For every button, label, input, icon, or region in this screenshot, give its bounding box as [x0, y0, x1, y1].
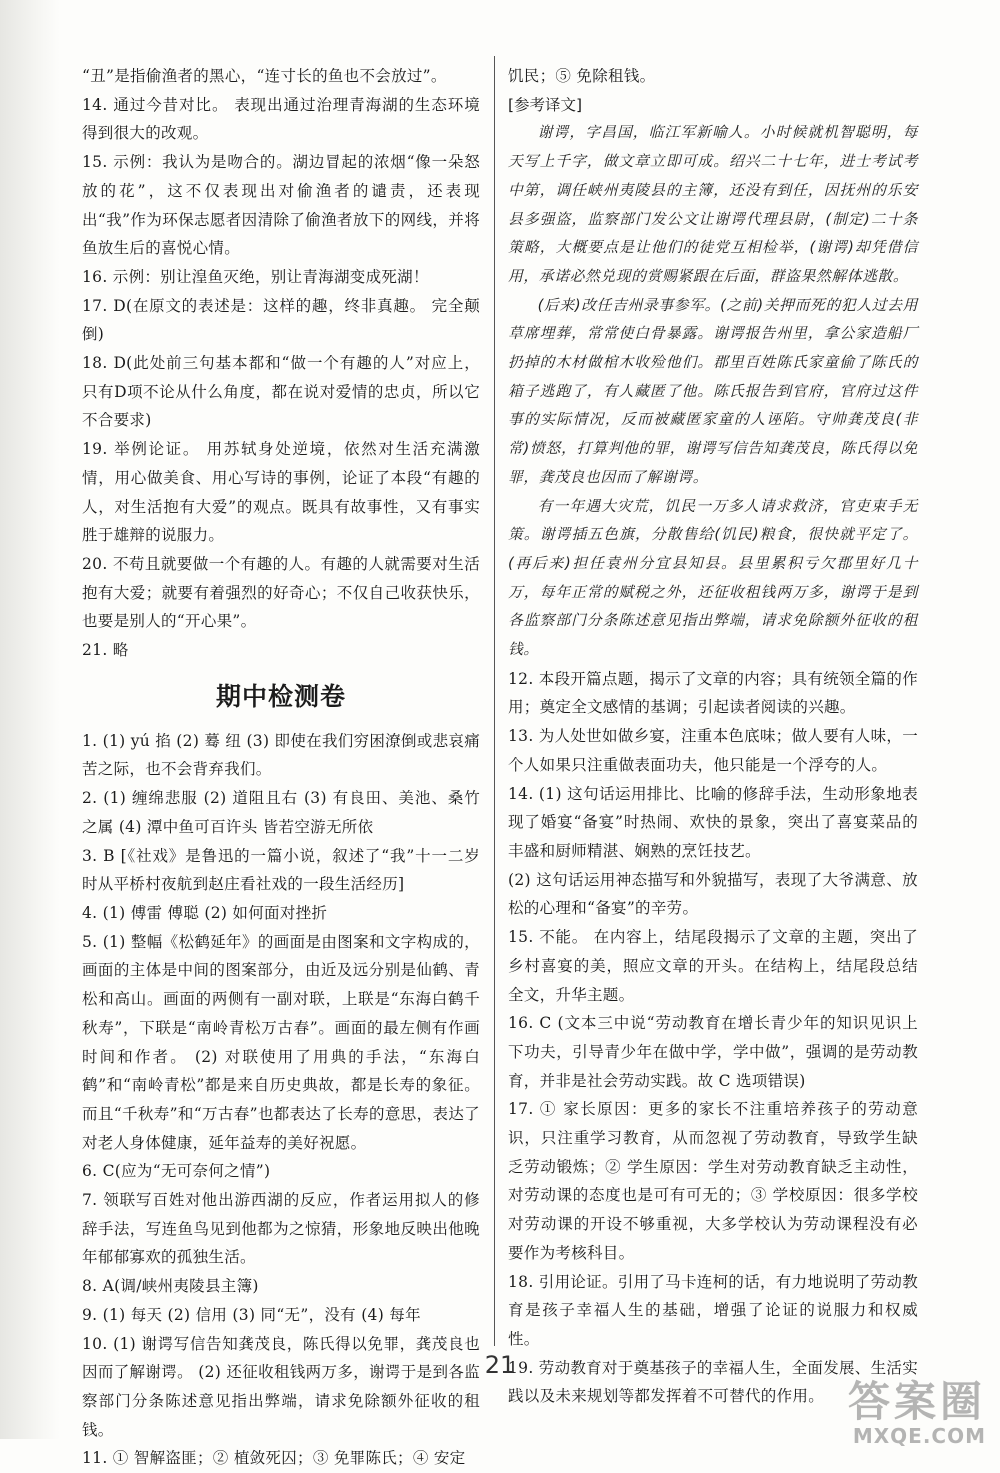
answer-item: 7. 领联写百姓对他出游西湖的反应，作者运用拟人的修辞手法，写连鱼鸟见到他都为之惊猜，形象地反映出他晚年郁郁寡欢的孤独生活。: [82, 1191, 480, 1267]
answer-item: 17. D(在原文的表述是：这样的趣，终非真趣。 完全颠倒): [82, 296, 480, 344]
answers-before-title: [82, 62, 480, 665]
watermark-site: MXQE.COM: [852, 1424, 986, 1448]
answer-item: 16. C (文本三中说“劳动教育在增长青少年的知识见识上下功夫，引导青少年在做中学，学中做”，强调的是劳动教育，并非是社会劳动实践。故 C 选项错误): [508, 1014, 918, 1090]
answer-item: 3. B [《社戏》是鲁迅的一篇小说，叙述了“我”十一二岁时从平桥村夜航到赵庄看社戏的一段生活经历]: [82, 846, 480, 894]
answer-item: 14. 通过今昔对比。 表现出通过治理青海湖的生态环境得到很大的改观。: [82, 95, 480, 143]
section-title: 期中检测卷: [215, 681, 346, 711]
answer-item: 21. 略: [82, 641, 129, 660]
reference-label: [参考译文]: [508, 95, 583, 114]
reference-translation: [508, 119, 918, 664]
answer-item: 18. D(此处前三句基本都和“做一个有趣的人”对应上，只有D项不论从什么角度，都在说对爱情的忠贞，所以它不合要求): [82, 354, 480, 430]
answer-item: 13. 为人处世如做乡宴，注重本色底味；做人要有人味，一个人如果只注重做表面功夫，他只能是一个浮夸的人。: [508, 727, 918, 774]
answer-item: 11. ① 智解盗匪；② 植敛死囚；③ 免罪陈氏；④ 安定: [82, 1449, 466, 1468]
answer-item: 6. C(应为“无可奈何之情”): [82, 1162, 271, 1181]
answer-item: “丑”是指偷渔者的黑心，“连寸长的鱼也不会放过”。: [82, 67, 447, 85]
answer-item: (2) 这句话运用神态描写和外貌描写，表现了大爷满意、放松的心理和“备宴”的辛劳。: [508, 870, 918, 918]
translation-paragraph: 谢谔，字昌国，临江军新喻人。小时候就机智聪明，每天写上千字，做文章立即可成。绍兴二十七年，进士考试考中第，调任峡州夷陵县的主簿，还没有到任，因抚州的乐安县多强盗，监察部门发公文让谢谔代理县尉，(制定)二十条策略，大概要点是让他们的徒党互相检举，(谢谔)却凭借信用，承诺必然兑现的赏赐紧跟在后面，群盗果然解体逃散。: [508, 124, 918, 285]
answer-item: 4. (1) 傅雷 傅聪 (2) 如何面对挫折: [82, 903, 328, 922]
continued-line: 饥民；⑤ 免除租钱。: [508, 67, 656, 85]
answer-item: 9. (1) 每天 (2) 信用 (3) 同“无”，没有 (4) 每年: [82, 1305, 421, 1324]
translation-paragraph: (后来)改任吉州录事参军。(之前)关押而死的犯人过去用草席埋葬，常常使白骨暴露。谢谔报告州里，拿公家造船厂扔掉的木材做棺木收殓他们。郡里百姓陈氏家童偷了陈氏的箱子逃跑了，有人藏匿了他。陈氏报告到官府，官府过这件事的实际情况，反而被藏匿家童的人诬陷。守帅龚茂良(非常)愤怒，打算判他的罪，谢谔写信告知龚茂良，陈氏得以免罪，龚茂良也因而了解谢谔。: [508, 296, 918, 486]
column-divider: [494, 56, 495, 1346]
answer-item: 19. 举例论证。 用苏轼身处逆境，依然对生活充满激情，用心做美食、用心写诗的事例，论证了本段“有趣的人，对生活抱有大爱”的观点。既具有故事性，又有事实胜于雄辩的说服力。: [82, 440, 480, 545]
left-column: [82, 62, 480, 1473]
answer-item: 8. A(调/峡州夷陵县主簿): [82, 1277, 259, 1296]
answer-item: 14. (1) 这句话运用排比、比喻的修辞手法，生动形象地表现了婚宴“备宴”时热闹、欢快的景象，突出了喜宴菜品的丰盛和厨师精湛、娴熟的烹饪技艺。: [508, 784, 918, 860]
answer-item: 18. 引用论证。引用了马卡连柯的话，有力地说明了劳动教育是孩子幸福人生的基础，增强了论证的说服力和权威性。: [508, 1272, 918, 1348]
answer-item: 10. (1) 谢谔写信告知龚茂良，陈氏得以免罪，龚茂良也因而了解谢谔。 (2) 还征收租钱两万多，谢谔于是到各监察部门分条陈述意见指出弊端，请求免除额外征收的租钱。: [82, 1334, 480, 1439]
answer-item: 15. 示例：我认为是吻合的。湖边冒起的浓烟“像一朵怒放的花”，这不仅表现出对偷渔者的谴责，还表现出“我”作为环保志愿者因清除了偷渔者放下的网线，并将鱼放生后的喜悦心情。: [82, 153, 480, 258]
translation-paragraph: 有一年遇大灾荒，饥民一万多人请求救济，官吏束手无策。谢谔插五色旗，分散售给(饥民)粮食，很快就平定了。(再后来)担任袁州分宜县知县。县里累积亏欠郡里好几十万，每年正常的赋税之外，还征收租钱两万多，谢谔于是到各监察部门分条陈述意见指出弊端，请求免除额外征收的租钱。: [508, 497, 918, 659]
answer-item: 1. (1) yú 掐 (2) 蓦 纽 (3) 即使在我们穷困潦倒或悲哀痛苦之际，也不会背弃我们。: [82, 731, 480, 779]
right-column: [508, 62, 918, 1411]
answer-item: 5. (1) 整幅《松鹤延年》的画面是由图案和文字构成的，画面的主体是中间的图案部分，由近及远分别是仙鹤、青松和高山。画面的两侧有一副对联，上联是“东海白鹤千秋寿”，下联是“南岭青松万古春”。画面的最左侧有作画时间和作者。 (2) 对联使用了用典的手法，“东海白鹤”和“南岭青松”都是来自历史典故，都是长寿的象征。而且“千秋寿”和“万古春”也都表达了长寿的意思，表达了对老人身体健康，延年益寿的美好祝愿。: [82, 932, 480, 1152]
answer-item: 15. 不能。 在内容上，结尾段揭示了文章的主题，突出了乡村喜宴的美，照应文章的开头。在结构上，结尾段总结全文，升华主题。: [508, 928, 918, 1004]
answer-item: 17. ① 家长原因：更多的家长不注重培养孩子的劳动意识，只注重学习教育，从而忽视了劳动教育，导致学生缺乏劳动锻炼；② 学生原因：学生对劳动教育缺乏主动性，对劳动课的态度也是可有可无的；③ 学校原因：很多学校对劳动课的开设不够重视，大多学校认为劳动课程没有必要作为考核科目。: [508, 1100, 918, 1262]
answers-right: [508, 665, 918, 1411]
answer-item: 19. 劳动教育对于奠基孩子的幸福人生，全面发展、生活实践以及未来规划等都发挥着不可替代的作用。: [508, 1358, 918, 1406]
watermark-logo: 答案圈: [847, 1377, 986, 1426]
answer-item: 20. 不苟且就要做一个有趣的人。有趣的人就需要对生活抱有大爱；就要有着强烈的好奇心；不仅自己收获快乐，也要是别人的“开心果”。: [82, 554, 480, 631]
watermark: [847, 1377, 986, 1448]
answer-item: 12. 本段开篇点题，揭示了文章的内容；具有统领全篇的作用；奠定全文感情的基调；引起读者阅读的兴趣。: [508, 669, 918, 717]
page-number: 21: [484, 1351, 516, 1379]
scan-edge-shadow: [0, 0, 60, 1439]
answer-item: 2. (1) 缠绵悲服 (2) 道阻且右 (3) 有良田、美池、桑竹之属 (4) 潭中鱼可百许头 皆若空游无所依: [82, 789, 480, 836]
answer-item: 16. 示例：别让湟鱼灭绝，别让青海湖变成死湖！: [82, 267, 429, 286]
